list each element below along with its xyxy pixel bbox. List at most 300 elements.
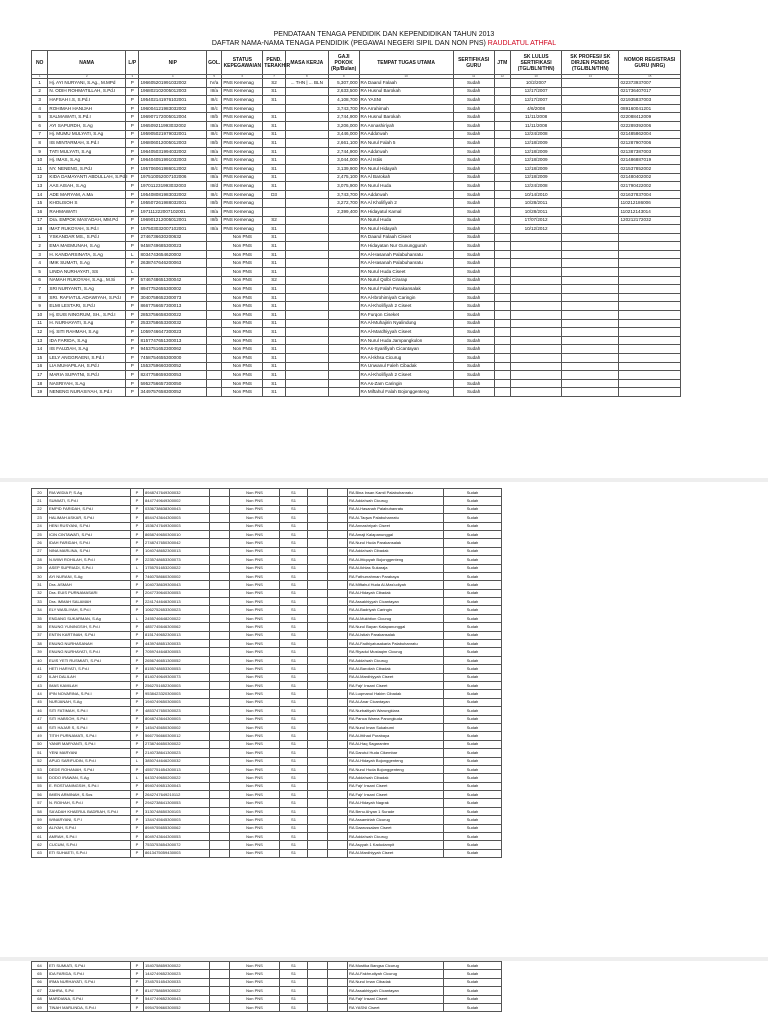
table-cell: S1 xyxy=(263,173,286,182)
table-cell: 8544743644300003 xyxy=(144,514,210,522)
table-cell xyxy=(285,225,328,234)
table-cell: ROHIMAH HANIJAH xyxy=(48,104,126,113)
table-row xyxy=(32,987,502,995)
table-cell: Sudah xyxy=(444,995,502,1003)
table-cell: 3130748650300103 xyxy=(144,807,210,815)
table-cell: Sudah xyxy=(453,285,494,294)
table-cell: PNS Kemenag xyxy=(222,139,263,148)
header-status: STATUS KEPEGAWAIAN xyxy=(222,51,263,75)
table-cell: 2738746650300022 xyxy=(144,740,210,748)
table-cell: S1 xyxy=(263,96,286,105)
table-cell xyxy=(207,302,222,311)
table-cell: P xyxy=(131,656,144,664)
column-number-cell: 8 xyxy=(285,75,328,79)
table-cell xyxy=(328,354,359,363)
table-cell: RA Adda'wah Cicurug xyxy=(348,656,444,664)
table-cell xyxy=(210,681,230,689)
table-cell xyxy=(308,978,328,986)
table-cell: S1 xyxy=(280,791,308,799)
table-cell xyxy=(308,631,328,639)
table-cell xyxy=(328,791,348,799)
table-cell xyxy=(328,514,348,522)
table-cell xyxy=(510,379,561,388)
table-cell: Non PNS xyxy=(222,242,263,251)
table-cell: 44 xyxy=(32,690,48,698)
teacher-table-body xyxy=(32,79,681,397)
table-cell: Sudah xyxy=(444,698,502,706)
table-cell xyxy=(328,849,348,857)
table-cell xyxy=(562,147,619,156)
table-cell: 1 xyxy=(32,79,48,88)
table-cell xyxy=(328,995,348,1003)
table-cell: RA Adda'wah Cibadak xyxy=(348,774,444,782)
table-row xyxy=(32,995,502,1003)
table-cell: 13 xyxy=(32,336,48,345)
table-cell: ASEP SUPRIADI, S.Pd.I xyxy=(48,564,131,572)
table-cell: RA Miftahul Falah Bojonggenteng xyxy=(359,388,453,397)
table-cell: ETI SUMIATI, S.Pd.I xyxy=(48,962,131,970)
table-row xyxy=(32,841,502,849)
table-cell xyxy=(494,199,510,208)
table-cell xyxy=(328,379,359,388)
table-cell xyxy=(510,362,561,371)
table-cell: Non PNS xyxy=(230,807,280,815)
table-cell: 120212172032 xyxy=(619,216,681,225)
table-cell: ENTIN KARTINAH, S.Pd.I xyxy=(48,631,131,639)
table-cell: 36 xyxy=(32,623,48,631)
table-cell xyxy=(207,379,222,388)
table-cell xyxy=(210,707,230,715)
table-cell xyxy=(308,547,328,555)
table-cell: RA Al-Hasanah Palabuhanratu xyxy=(359,250,453,259)
table-cell: RA Darutul Huda Cikembar xyxy=(348,749,444,757)
table-cell xyxy=(308,732,328,740)
table-cell xyxy=(285,216,328,225)
table-cell xyxy=(210,581,230,589)
header-tempat: TEMPAT TUGAS UTAMA xyxy=(359,51,453,75)
table-cell xyxy=(207,242,222,251)
table-cell: RAHMAWATI xyxy=(48,207,126,216)
table-cell xyxy=(328,631,348,639)
table-cell: S1 xyxy=(263,362,286,371)
table-cell: RA Nurul Hidayah xyxy=(359,164,453,173)
table-cell: Sudah xyxy=(453,293,494,302)
table-cell: Sudah xyxy=(453,207,494,216)
table-cell: Non PNS xyxy=(230,623,280,631)
table-cell xyxy=(308,723,328,731)
table-cell xyxy=(328,723,348,731)
table-cell xyxy=(308,656,328,664)
table-cell: Non PNS xyxy=(230,1003,280,1011)
table-cell: Sudah xyxy=(444,665,502,673)
table-row xyxy=(32,732,502,740)
table-cell: S2 xyxy=(263,79,286,88)
table-cell: 68 xyxy=(32,995,48,1003)
table-cell xyxy=(619,293,681,302)
table-cell xyxy=(210,698,230,706)
table-cell: HALIMAH ASKAR, S.Pd.I xyxy=(48,514,131,522)
table-cell: 66 xyxy=(32,978,48,986)
table-cell: III/a xyxy=(207,87,222,96)
table-cell: 110212186006 xyxy=(619,199,681,208)
table-row xyxy=(32,233,681,242)
table-cell: RA Al-Ittiqoyah Bojonggenteng xyxy=(348,556,444,564)
table-cell: 8 xyxy=(32,139,48,148)
table-cell: Sudah xyxy=(453,319,494,328)
table-cell: III/a xyxy=(207,147,222,156)
table-cell: S1 xyxy=(280,614,308,622)
table-cell xyxy=(285,379,328,388)
table-cell xyxy=(510,268,561,277)
table-cell: RA Adda'wah Cicurug xyxy=(348,497,444,505)
table-cell xyxy=(210,489,230,497)
table-cell xyxy=(328,698,348,706)
table-cell: P xyxy=(126,259,139,268)
table-cell xyxy=(207,362,222,371)
table-cell xyxy=(328,505,348,513)
table-cell xyxy=(285,362,328,371)
table-cell: 021480402002 xyxy=(619,173,681,182)
table-cell: 20 xyxy=(32,489,48,497)
table-cell: RA Annashiriyah xyxy=(359,121,453,130)
table-cell xyxy=(562,182,619,191)
table-cell: 54 xyxy=(32,774,48,782)
table-cell: Non PNS xyxy=(230,522,280,530)
table-cell: 022289392006 xyxy=(619,121,681,130)
table-cell: Non PNS xyxy=(222,319,263,328)
table-cell: AAS AISAH, S.Ag xyxy=(48,182,126,191)
table-cell: P xyxy=(131,598,144,606)
table-cell: Non PNS xyxy=(230,656,280,664)
header-nip: NIP xyxy=(139,51,207,75)
table-cell: RA Benu Ahyan 1 Surade xyxy=(348,807,444,815)
table-cell: YENI MARYANI xyxy=(48,749,131,757)
table-cell xyxy=(285,345,328,354)
table-cell: 2656746651300052 xyxy=(144,656,210,664)
table-cell: Non PNS xyxy=(230,740,280,748)
table-cell xyxy=(494,285,510,294)
table-cell: PNS Kemenag xyxy=(222,79,263,88)
table-cell: SA'ADAH KHAERUL BADRIAH, S.Pd.I xyxy=(48,807,131,815)
table-cell: Non PNS xyxy=(230,987,280,995)
table-cell: 53 xyxy=(32,765,48,773)
table-cell: IRMA NURHAYATI, S.Pd.I xyxy=(48,978,131,986)
table-cell xyxy=(308,782,328,790)
table-cell: 10/28/2011 xyxy=(510,207,561,216)
table-cell: 49 xyxy=(32,732,48,740)
table-cell: P xyxy=(126,371,139,380)
table-cell: ENUNG YUNINGSIH, S.Pd.I xyxy=(48,623,131,631)
table-cell: Sudah xyxy=(444,606,502,614)
table-cell: P xyxy=(131,978,144,986)
table-cell: III/c xyxy=(207,156,222,165)
table-cell: RA Adda'wah xyxy=(359,190,453,199)
table-cell xyxy=(210,598,230,606)
table-cell: 8048743644300003 xyxy=(144,715,210,723)
table-cell xyxy=(210,505,230,513)
table-cell: RA Husnul Barokah xyxy=(359,113,453,122)
table-cell: 32 xyxy=(32,589,48,597)
table-cell: 195408081983032002 xyxy=(139,190,207,199)
table-cell: RA Nurul Qolbi Cirarap xyxy=(359,276,453,285)
table-cell: III/c xyxy=(207,96,222,105)
table-cell: Non PNS xyxy=(230,505,280,513)
table-cell xyxy=(494,311,510,320)
table-cell: Non PNS xyxy=(230,614,280,622)
table-cell: 8151749652300013 xyxy=(144,631,210,639)
table-cell: RA Nurul Huda Jampangkulon xyxy=(359,336,453,345)
table-cell xyxy=(285,276,328,285)
table-cell xyxy=(308,816,328,824)
table-cell: ... THN | ... BLN xyxy=(285,79,328,88)
table-cell xyxy=(207,268,222,277)
table-row xyxy=(32,328,681,337)
table-row xyxy=(32,173,681,182)
table-cell: Sudah xyxy=(453,276,494,285)
table-cell: RA Al-Hasanah Palabuhanratu xyxy=(348,505,444,513)
table-cell xyxy=(328,564,348,572)
table-cell: P xyxy=(131,665,144,673)
table-cell: P xyxy=(131,995,144,1003)
table-cell xyxy=(210,648,230,656)
table-cell xyxy=(562,328,619,337)
table-cell: RA YASNI xyxy=(359,96,453,105)
table-row xyxy=(32,589,502,597)
table-cell: S1 xyxy=(280,995,308,1003)
table-cell: 2 xyxy=(32,242,48,251)
table-cell: 3,206,000 xyxy=(328,121,359,130)
header-sert: SERTIFIKASI GURU xyxy=(453,51,494,75)
table-cell xyxy=(210,723,230,731)
table-cell: P xyxy=(126,345,139,354)
table-cell: PNS Kemenag xyxy=(222,87,263,96)
table-cell xyxy=(619,225,681,234)
table-cell xyxy=(210,530,230,538)
table-cell: 13 xyxy=(32,182,48,191)
table-cell: 197011231993032003 xyxy=(139,182,207,191)
table-cell: S1 xyxy=(280,681,308,689)
table-cell: 27 xyxy=(32,547,48,555)
table-cell: 1040748652300013 xyxy=(144,547,210,555)
table-cell xyxy=(328,589,348,597)
table-cell: P xyxy=(126,354,139,363)
table-cell xyxy=(308,581,328,589)
table-cell: 4,108,700 xyxy=(328,96,359,105)
table-cell: P xyxy=(131,623,144,631)
table-cell xyxy=(328,648,348,656)
table-cell: S1 xyxy=(263,147,286,156)
table-cell xyxy=(308,572,328,580)
table-cell: 021637837004 xyxy=(619,190,681,199)
table-cell: S1 xyxy=(280,623,308,631)
table-cell xyxy=(210,978,230,986)
table-cell: III/c xyxy=(207,130,222,139)
table-cell: Sudah xyxy=(453,199,494,208)
table-cell: 2853756658300022 xyxy=(139,311,207,320)
table-cell: Sudah xyxy=(444,824,502,832)
header-gaji: GAJI POKOK (Rp/Bulan) xyxy=(328,51,359,75)
table-cell: ENUNG NURHAYATI, S.Pd.I xyxy=(48,648,131,656)
table-cell: Sudah xyxy=(444,497,502,505)
table-cell: 2047739640300053 xyxy=(144,589,210,597)
table-cell: P xyxy=(131,1003,144,1011)
table-cell: P xyxy=(131,962,144,970)
table-cell: Non PNS xyxy=(230,962,280,970)
table-cell: Non PNS xyxy=(230,757,280,765)
table-cell xyxy=(285,336,328,345)
table-cell xyxy=(210,774,230,782)
table-cell: P xyxy=(126,199,139,208)
table-cell xyxy=(210,841,230,849)
table-cell: P xyxy=(131,740,144,748)
table-row xyxy=(32,345,681,354)
table-row xyxy=(32,79,681,88)
table-row xyxy=(32,1003,502,1011)
header-jtm: JTM xyxy=(494,51,510,75)
table-cell: 2,633,500 xyxy=(328,87,359,96)
table-cell: S1 xyxy=(280,841,308,849)
table-cell: P xyxy=(126,276,139,285)
table-cell: 196405031994032002 xyxy=(139,147,207,156)
table-cell xyxy=(562,250,619,259)
table-cell: KIDA DAMAYANTI ABDULLAH, S.Pd.I xyxy=(48,173,126,182)
table-cell: HENI RUSYANI, S.Pd.I xyxy=(48,522,131,530)
table-cell xyxy=(285,130,328,139)
table-cell: S1 xyxy=(280,757,308,765)
table-cell: PNS Kemenag xyxy=(222,173,263,182)
table-cell xyxy=(510,311,561,320)
table-cell: DODO IRAWAN, S.Ag xyxy=(48,774,131,782)
table-cell: III/c xyxy=(207,164,222,173)
column-number-cell: 1 xyxy=(32,75,48,79)
table-cell xyxy=(210,799,230,807)
table-cell xyxy=(285,87,328,96)
table-cell: 1536747649300003 xyxy=(144,522,210,530)
table-cell: 021287907006 xyxy=(619,139,681,148)
table-cell: S1 xyxy=(280,690,308,698)
table-cell: 2,744,900 xyxy=(328,113,359,122)
table-cell: Sudah xyxy=(444,640,502,648)
table-cell: 196802102005012003 xyxy=(139,87,207,96)
table-cell: Sudah xyxy=(444,987,502,995)
table-cell xyxy=(328,707,348,715)
table-cell xyxy=(328,489,348,497)
table-cell: 197503032007102001 xyxy=(139,225,207,234)
table-cell xyxy=(285,96,328,105)
table-cell xyxy=(328,259,359,268)
table-cell: 16 xyxy=(32,362,48,371)
table-cell: AYI SAPURDH, S.Ag xyxy=(48,121,126,130)
table-cell: L xyxy=(131,614,144,622)
table-cell: 38 xyxy=(32,640,48,648)
table-cell: RA Adda'wah Cibadak xyxy=(348,547,444,555)
table-cell xyxy=(328,606,348,614)
table-cell: DEDE ROHANAH, S.Pd.I xyxy=(48,765,131,773)
table-cell: ADE MARYAM, A.Ma xyxy=(48,190,126,199)
table-cell: 8155748653300053 xyxy=(144,665,210,673)
table-cell: Non PNS xyxy=(222,379,263,388)
table-cell: 28 xyxy=(32,556,48,564)
table-row xyxy=(32,673,502,681)
table-cell: P xyxy=(131,782,144,790)
table-cell: P xyxy=(126,130,139,139)
table-cell xyxy=(328,614,348,622)
table-cell xyxy=(308,564,328,572)
table-cell xyxy=(308,698,328,706)
table-cell xyxy=(494,302,510,311)
table-cell: 57 xyxy=(32,799,48,807)
table-cell: P xyxy=(126,328,139,337)
table-cell: S1 xyxy=(280,673,308,681)
table-cell: Sudah xyxy=(444,489,502,497)
table-cell xyxy=(210,970,230,978)
table-cell: Non PNS xyxy=(230,707,280,715)
table-cell xyxy=(619,336,681,345)
subtitle-highlight: RAUDLATUL ATHFAL xyxy=(487,40,557,47)
table-cell: 8447749649300002 xyxy=(144,497,210,505)
table-cell: 3,743,700 xyxy=(328,190,359,199)
table-cell: Sudah xyxy=(444,623,502,631)
table-cell xyxy=(285,354,328,363)
document-page-2 xyxy=(0,482,768,957)
table-cell xyxy=(308,539,328,547)
table-cell: 021387387003 xyxy=(619,147,681,156)
table-cell: PNS Kemenag xyxy=(222,113,263,122)
table-cell: Non PNS xyxy=(230,799,280,807)
table-cell xyxy=(619,285,681,294)
table-row xyxy=(32,749,502,757)
table-cell xyxy=(562,79,619,88)
table-cell xyxy=(494,276,510,285)
table-cell: Non PNS xyxy=(230,640,280,648)
table-cell: 2638747646200063 xyxy=(139,259,207,268)
table-cell: IMAS KAMILAH xyxy=(48,681,131,689)
table-cell xyxy=(207,328,222,337)
table-cell: 2642747649210112 xyxy=(144,791,210,799)
table-cell: III/a xyxy=(207,173,222,182)
table-cell xyxy=(308,489,328,497)
table-cell: P xyxy=(126,79,139,88)
table-cell xyxy=(328,285,359,294)
table-cell xyxy=(562,130,619,139)
table-cell: Non PNS xyxy=(230,698,280,706)
table-cell: RA Fathurrahman Parabaya xyxy=(348,572,444,580)
table-cell: P xyxy=(126,164,139,173)
table-cell: Sudah xyxy=(453,79,494,88)
table-cell xyxy=(562,121,619,130)
table-cell: 8 xyxy=(32,293,48,302)
table-cell: RA Arrahimah xyxy=(359,104,453,113)
table-cell: 7533753654300072 xyxy=(144,841,210,849)
table-cell xyxy=(328,345,359,354)
table-cell xyxy=(510,328,561,337)
table-cell: NENENG NURASIYAH, S.Pd.I xyxy=(48,388,126,397)
table-cell xyxy=(619,311,681,320)
table-cell xyxy=(494,250,510,259)
table-cell: Sudah xyxy=(453,173,494,182)
table-cell xyxy=(328,371,359,380)
table-cell: P xyxy=(126,319,139,328)
table-cell: P xyxy=(131,648,144,656)
table-cell xyxy=(562,336,619,345)
table-cell: Non PNS xyxy=(222,354,263,363)
table-cell xyxy=(207,345,222,354)
table-row xyxy=(32,121,681,130)
table-cell: P xyxy=(126,87,139,96)
table-cell xyxy=(328,833,348,841)
table-cell: Sudah xyxy=(444,782,502,790)
table-cell: 34 xyxy=(32,606,48,614)
